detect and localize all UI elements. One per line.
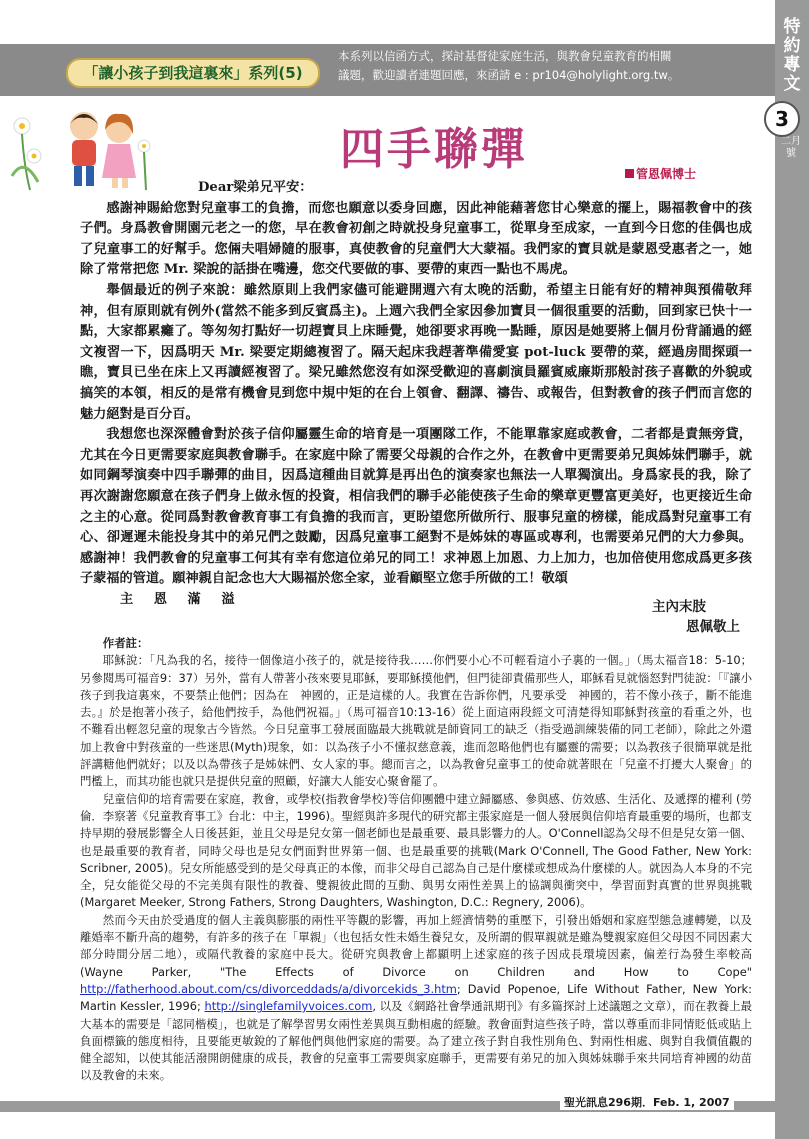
section-tag: 特約專文 xyxy=(783,17,801,94)
letter-paragraph: 我想您也深深體會對於孩子信仰屬靈生命的培育是一項團隊工作，不能單靠家庭或教會，二者都是責無旁貸，尤其在今日更需要家庭與教會聯手。在家庭中除了需要父母親的合作之外，在教會中更需要弟兄與姊妹們聯手，就如同鋼琴演奏中四手聯彈的曲目，因爲這種曲目就算是再出色的演奏家也無法一人單獨演出。身爲家長的我，除了再次謝謝您願意在孩子們身上做永恆的投資，相信我們的聯手必能使孩子生命的樂章更豐富更美好，也更接近生命之主的心意。從同爲對教會教育事工有負擔的我而言，更盼望您所做所行、服事兒童的榜樣，能成爲對兒童事工有心、卻遲遲未能投身其中的弟兄們之鼓勵，因爲兒童事工絕對不是姊妹的專區或專利，也需要弟兄們的大力參與。感謝神！我們教會的兒童事工何其有幸有您這位弟兄的同工！求神恩上加恩、力上加力，也加倍使用您成爲更多孩子蒙福的管道。願神親自記念也大大賜福於您全家，並看顧堅立您手所做的工！敬頌 xyxy=(80,427,752,587)
flower-icon xyxy=(12,118,41,190)
letter-body xyxy=(80,178,752,610)
letter-paragraph: 感謝神賜給您對兒童事工的負擔，而您也願意以委身回應，因此神能藉著您甘心樂意的擺上，賜福教會中的孩子們。身爲教會開園元老之一的您，早在教會初創之時就投身兒童事工，從單身至成家，一直到今日您的佳偶也成了兒童事工的好幫手。您倆夫唱婦隨的服事，真使教會的兒童們大大蒙福。我們家的寶貝就是蒙恩受惠者之一，她除了常常把您 Mr. 梁說的話掛在嘴邊，您交代要做的事、要帶的東西一點也不馬虎。 xyxy=(80,200,752,278)
notes-paragraph xyxy=(80,912,752,1085)
children-illustration xyxy=(4,86,154,192)
page-number: 3 xyxy=(764,101,800,137)
signature-line2: 恩佩敬上 xyxy=(686,619,740,635)
article-title: 四手聯彈 xyxy=(340,124,528,175)
singlefamily-link[interactable]: http://singlefamilyvoices.com xyxy=(204,999,373,1014)
notes-text: 然而今天由於受過度的個人主義與膨脹的兩性平等觀的影響，再加上經濟情勢的重壓下，引發出婚姻和家庭型態急遽轉變，以及離婚率不斷升高的趨勢，有許多的孩子在「單親」（也包括女性未婚生養兒女，及所謂的假單親就是雖為雙親家庭但父母因不同因素大部分時間分居二地），或隔代教養的家庭中長大。從研究與教會上都顯明上述家庭的孩子因成長環境因素，偏差行為發生率較高(Wayne Parker, "The Effects of Divorce on Children and How to Cope" xyxy=(80,912,752,979)
letter-closing: 主 恩 滿 溢 xyxy=(120,591,243,607)
fatherhood-link[interactable]: http://fatherhood.about.com/cs/divorceddads/a/divorcekids_3.htm xyxy=(80,981,457,996)
signature-line1: 主內末肢 xyxy=(652,599,706,615)
notes-heading: 作者註： xyxy=(102,636,149,650)
author-name: 管恩佩博士 xyxy=(636,167,697,181)
notes-paragraph: 兒童信仰的培育需要在家庭，教會，或學校(指教會學校)等信仰團體中建立歸屬感、參與感、仿效感、生活化、及遞擇的權利 (勞倫．李察著《兒童教育事工》台北：中主，1996)。聖經與許多現代的研究都主張家庭是一個人發展與信仰培育最重要的場所，也都支持早期的發展影響全人日後甚鉅，並且父母是兒女第一個老師也是最重要、最具影響力的人。O'Connell認為父母不但是兒女第一個、也是最重要的教育者，同時父母也是兒女們面對世界第一個、也是最重要的挑戰(Mark O'Connell, The Good Father, New York: Scribner, 2005)。兒女所能感受到的是父母真正的本像，而非父母自己認為自己是什麼樣或想成為什麼樣的人。就因為人本身的不完全，兒女能從父母的不完美與有限性的教養、雙親彼此間的互動、與男女兩性差異上的協調與衝突中，學習面對真實的世界與挑戰(Margaret Meeker, Strong Fathers, Strong Daughters, Washington, D.C.: Regnery, 2006)。 xyxy=(80,791,752,910)
series-note-line2: 議題，歡迎讀者連題回應，來函請 e : pr104@holylight.org.tw。 xyxy=(338,68,680,82)
footer-issue: 聖光訊息296期．Feb. 1, 2007 xyxy=(560,1094,734,1110)
notes-paragraph: 耶穌說：「凡為我的名，接待一個像這小孩子的，就是接待我……你們要小心不可輕看這小子裏的一個。」（馬太福音18：5-10；另參閱馬可福音9：37）另外，當有人帶著小孩來要見耶穌，要耶穌摸他們，但門徒卻責備那些人，耶穌看見就惱怒對門徒說：「『讓小孩子到我這裏來，不要禁止他們；因為在 神國的，正是這樣的人。我實在告訴你們，凡要承受 神國的，若不像小孩子，斷不能進去。』於是抱著小孩子，給他們按手，為他們祝福。」（馬可福音10:13-16）從上面這兩段經文可清楚得知耶穌對孩童的看重之外，也不難看出輕忽兒童的現象古今皆然。今日兒童事工發展面臨最大挑戰就是師資同工的缺乏（指受過訓練裝備的同工老師），除此之外還加上教會中對孩童的一些迷思(Myth)現象，如：以為孩子小不懂叔慈意義，進而忽略他們也有屬靈的需要；以為教孩子很簡單就是批評講糖他們就好；以及以為帶孩子是姊妹們、女人家的事。總而言之，以為教會兒童事工的使命就著眼在「兒童不打擾大人聚會」的門檻上，而其功能也就只是提供兒童的照顧，好讓大人能安心聚會罷了。 xyxy=(80,653,752,789)
notes-text: ; David Popenoe, Life Without Father, New York: Martin Kessler, 1996; xyxy=(80,981,752,1014)
square-bullet-icon xyxy=(625,169,634,178)
boy-figure-icon xyxy=(70,112,98,186)
author-notes xyxy=(80,635,752,1085)
girl-figure-icon xyxy=(102,114,136,188)
letter-paragraph: 舉個最近的例子來說：雖然原則上我們家儘可能避開週六有太晚的活動，希望主日能有好的精神與預備敬拜神，但有原則就有例外(當然不能多到反賓爲主)。上週六我們全家因參加寶貝一個很重要的活動，回到家已快十一點，大家都累癱了。等匆匆打點好一切趕寶貝上床睡覺，她卻要求再晚一點睡，原因是她要將上個月份背誦過的經文複習一下，因爲明天 Mr. 梁要定期總複習了。隔天起床我趕著準備愛宴 pot-luck 要帶的菜，經過房間探頭一瞧，寶貝已坐在床上又再讀經複習了。梁兄雖然您沒有如深受歡迎的喜劇演員羅賓威廉斯那般討孩子喜歡的外貌或搞笑的本領，相反的是常有機會見到您中規中矩的在台上領會、翻譯、禱告、或報告，但對教會的孩子們而言您的魅力絕對是百分百。 xyxy=(80,282,752,422)
series-note-line1: 本系列以信函方式，探討基督徒家庭生活，與教會兒童教育的相關 xyxy=(338,49,672,63)
letter-greeting: Dear梁弟兄平安： xyxy=(198,180,313,195)
letter-signature xyxy=(560,597,740,637)
issue-month: 二月號 xyxy=(781,136,801,159)
series-label: 「讓小孩子到我這裏來」系列(5) xyxy=(66,58,320,88)
series-note xyxy=(338,47,768,85)
notes-text: , 以及《網路社會學通訊期刊》有多篇探討上述議題之文章），而在教養上最大基本的需要是「認同楷模」，也就是了解學習男女兩性差異與互動相處的經驗。教會面對這些孩子時，當以尊重而非同情貶低或貼上負面標籤的態度相待，且要能更敏銳的了解他們與他們家庭的需要。為了建立孩子對自我性別角色、對兩性相處、與對自我價值觀的健全認知，以使其能活潑開朗健康的成長，教會的兒童事工需要與家庭聯手，更需要有弟兄的加入與姊妹聯手來共同培育神國的幼苗以及教會的未來。 xyxy=(80,999,753,1083)
side-band xyxy=(775,0,809,1139)
